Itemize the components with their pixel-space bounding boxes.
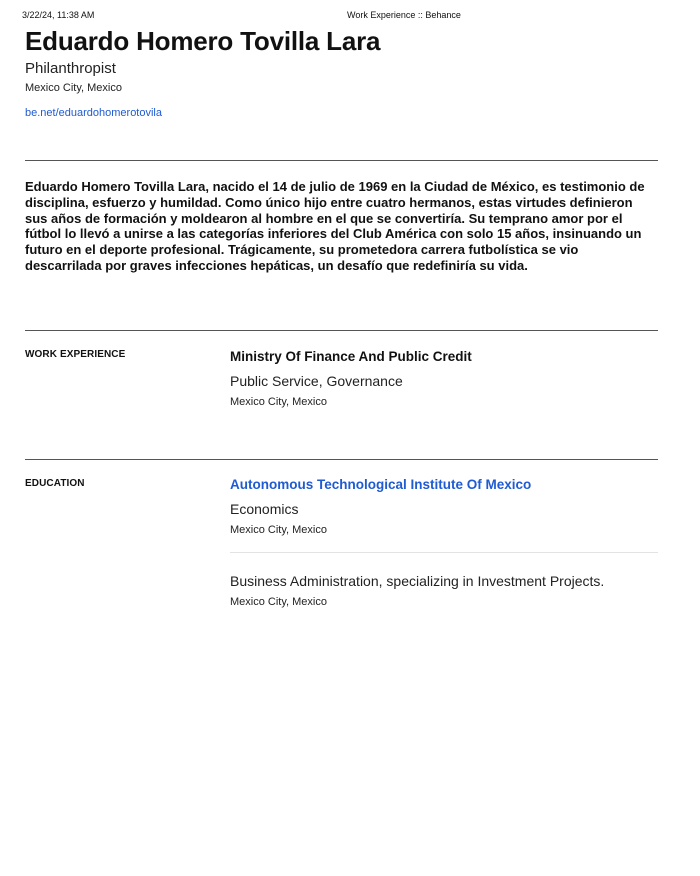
print-date: 3/22/24, 11:38 AM xyxy=(22,10,95,20)
divider xyxy=(25,330,658,331)
work-location: Mexico City, Mexico xyxy=(230,396,327,408)
work-role: Public Service, Governance xyxy=(230,373,403,389)
education-location: Mexico City, Mexico xyxy=(230,596,327,608)
bio-text: Eduardo Homero Tovilla Lara, nacido el 14 de julio de 1969 en la Ciudad de México, es testimonio de disciplina, esfuerzo y humildad. Como único hijo entre cuatro hermanos, estas virtudes definieron sus años de formación y moldearon al hombre en el que se convertiría. Su temprano amor por el fútbol lo llevó a unirse a las categorías inferiores del Club América con solo 15 años, insinuando un futuro en el deporte profesional. Trágicamente, su prometedora carrera futbolística se vio descarrilada por graves infecciones hepáticas, un desafío que redefiniría su vida. xyxy=(25,179,645,273)
education-location: Mexico City, Mexico xyxy=(230,524,327,536)
profile-headline: Philanthropist xyxy=(25,60,116,77)
education-org-link[interactable]: Autonomous Technological Institute Of Mexico xyxy=(230,477,532,492)
entry-divider xyxy=(230,552,658,553)
divider xyxy=(25,459,658,460)
profile-location: Mexico City, Mexico xyxy=(25,82,122,94)
divider xyxy=(25,160,658,161)
work-org: Ministry Of Finance And Public Credit xyxy=(230,349,472,364)
work-experience-label: WORK EXPERIENCE xyxy=(25,349,126,360)
print-page-title: Work Experience :: Behance xyxy=(347,10,461,20)
profile-name: Eduardo Homero Tovilla Lara xyxy=(25,26,381,56)
education-degree: Economics xyxy=(230,501,299,517)
education-degree: Business Administration, specializing in Investment Projects. xyxy=(230,573,605,589)
education-label: EDUCATION xyxy=(25,478,85,489)
profile-link[interactable]: be.net/eduardohomerotovila xyxy=(25,107,162,119)
